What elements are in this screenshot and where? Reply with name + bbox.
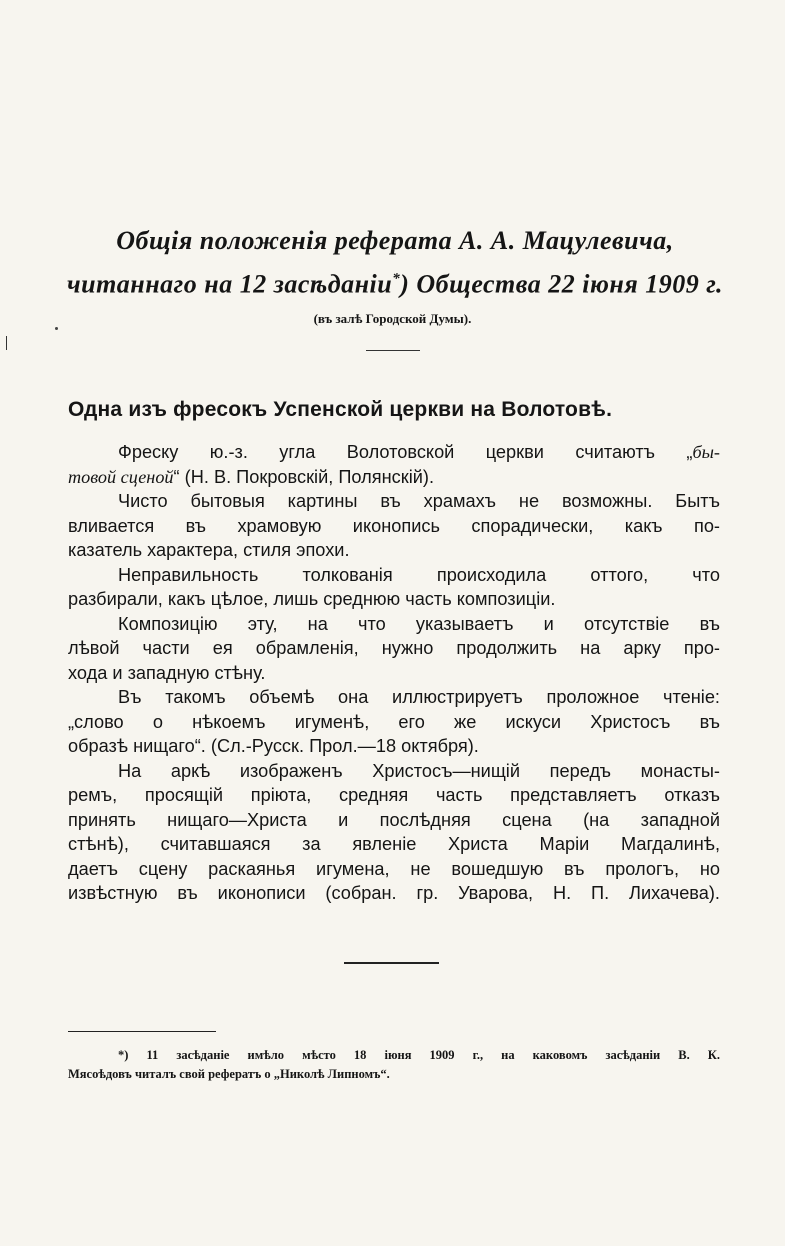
text-run: Фреску ю.-з. угла Волотовской церкви считаютъ „ — [118, 442, 693, 462]
paragraph-5-line-3: образѣ нищаго“. (Сл.-Русск. Прол.—18 октября). — [68, 736, 479, 756]
page-title — [60, 222, 730, 304]
paragraph-5-line-2: „слово о нѣкоемъ игуменѣ, его же искуси Христосъ въ — [68, 711, 720, 732]
paragraph-3-line-1: Неправильность толкованія происходила оттого, что — [118, 564, 720, 585]
footnote-line-1: *) 11 засѣданіе имѣло мѣсто 18 іюня 1909 г., на каковомъ засѣданіи В. К. — [118, 1048, 720, 1062]
divider-short — [366, 350, 420, 351]
paragraph-2-line-1: Чисто бытовыя картины въ храмахъ не возможны. Бытъ — [118, 491, 720, 511]
text-run: “ (Н. В. Покровскій, Полянскій). — [173, 466, 435, 487]
speck-mark — [55, 327, 58, 330]
paragraph-6-line-2: ремъ, просящій пріюта, средняя часть представляетъ отказъ — [68, 785, 720, 805]
section-heading: Одна изъ фресокъ Успенской церкви на Волотовѣ. — [68, 398, 613, 421]
footnote-rule — [68, 1031, 216, 1032]
title-line-1: Общія положенія реферата А. А. Мацулевича, — [116, 226, 674, 255]
footnote-line-2: Мясоѣдовъ читалъ свой рефератъ о „Николѣ Липномъ“. — [68, 1067, 390, 1081]
paragraph-6-line-3: принять нищаго—Христа и послѣдняя сцена (на западной — [68, 809, 720, 830]
paragraph-4-line-1: Композицію эту, на что указываетъ и отсутствіе въ — [118, 613, 720, 634]
italic-run: товой сценой — [68, 466, 174, 487]
paragraph-2-line-3: казатель характера, стиля эпохи. — [68, 540, 350, 560]
italic-run: бы- — [692, 442, 720, 462]
paragraph-4-line-2: лѣвой части ея обрамленія, нужно продолжить на арку про- — [68, 638, 720, 658]
paragraph-6-line-4: стѣнѣ), считавшаяся за явленіе Христа Маріи Магдалинѣ, — [68, 834, 720, 854]
paragraph-6-line-6: извѣстную въ иконописи (собран. гр. Уварова, Н. П. Лихачева). — [68, 883, 720, 903]
paragraph-1-line-2 — [68, 465, 720, 490]
paragraph-6-line-5: даетъ сцену раскаянья игумена, не вошедшую въ прологъ, но — [68, 858, 720, 879]
paragraph-1-line-1 — [68, 440, 720, 465]
title-line-2-end: ) Общества 22 іюня 1909 г. — [400, 269, 724, 299]
footnote-marker: * — [392, 271, 401, 287]
paragraph-4-line-3: хода и западную стѣну. — [68, 662, 266, 683]
title-line-2-start: читаннаго на 12 засѣданіи — [66, 269, 393, 299]
venue-subtitle: (въ залѣ Городской Думы). — [313, 311, 472, 326]
paragraph-5-line-1: Въ такомъ объемѣ она иллюстрируетъ проложное чтеніе: — [118, 687, 720, 707]
paragraph-2-line-2: вливается въ храмовую иконопись спорадически, какъ по- — [68, 515, 720, 536]
paragraph-3-line-2: разбирали, какъ цѣлое, лишь среднюю часть композиціи. — [68, 589, 556, 609]
paragraph-6-line-1: На аркѣ изображенъ Христосъ—нищій передъ монасты- — [118, 760, 720, 781]
body-text — [68, 440, 720, 906]
margin-mark — [6, 336, 7, 350]
title-line-2 — [60, 260, 730, 304]
section-divider — [344, 962, 439, 964]
footnote — [68, 1046, 720, 1084]
